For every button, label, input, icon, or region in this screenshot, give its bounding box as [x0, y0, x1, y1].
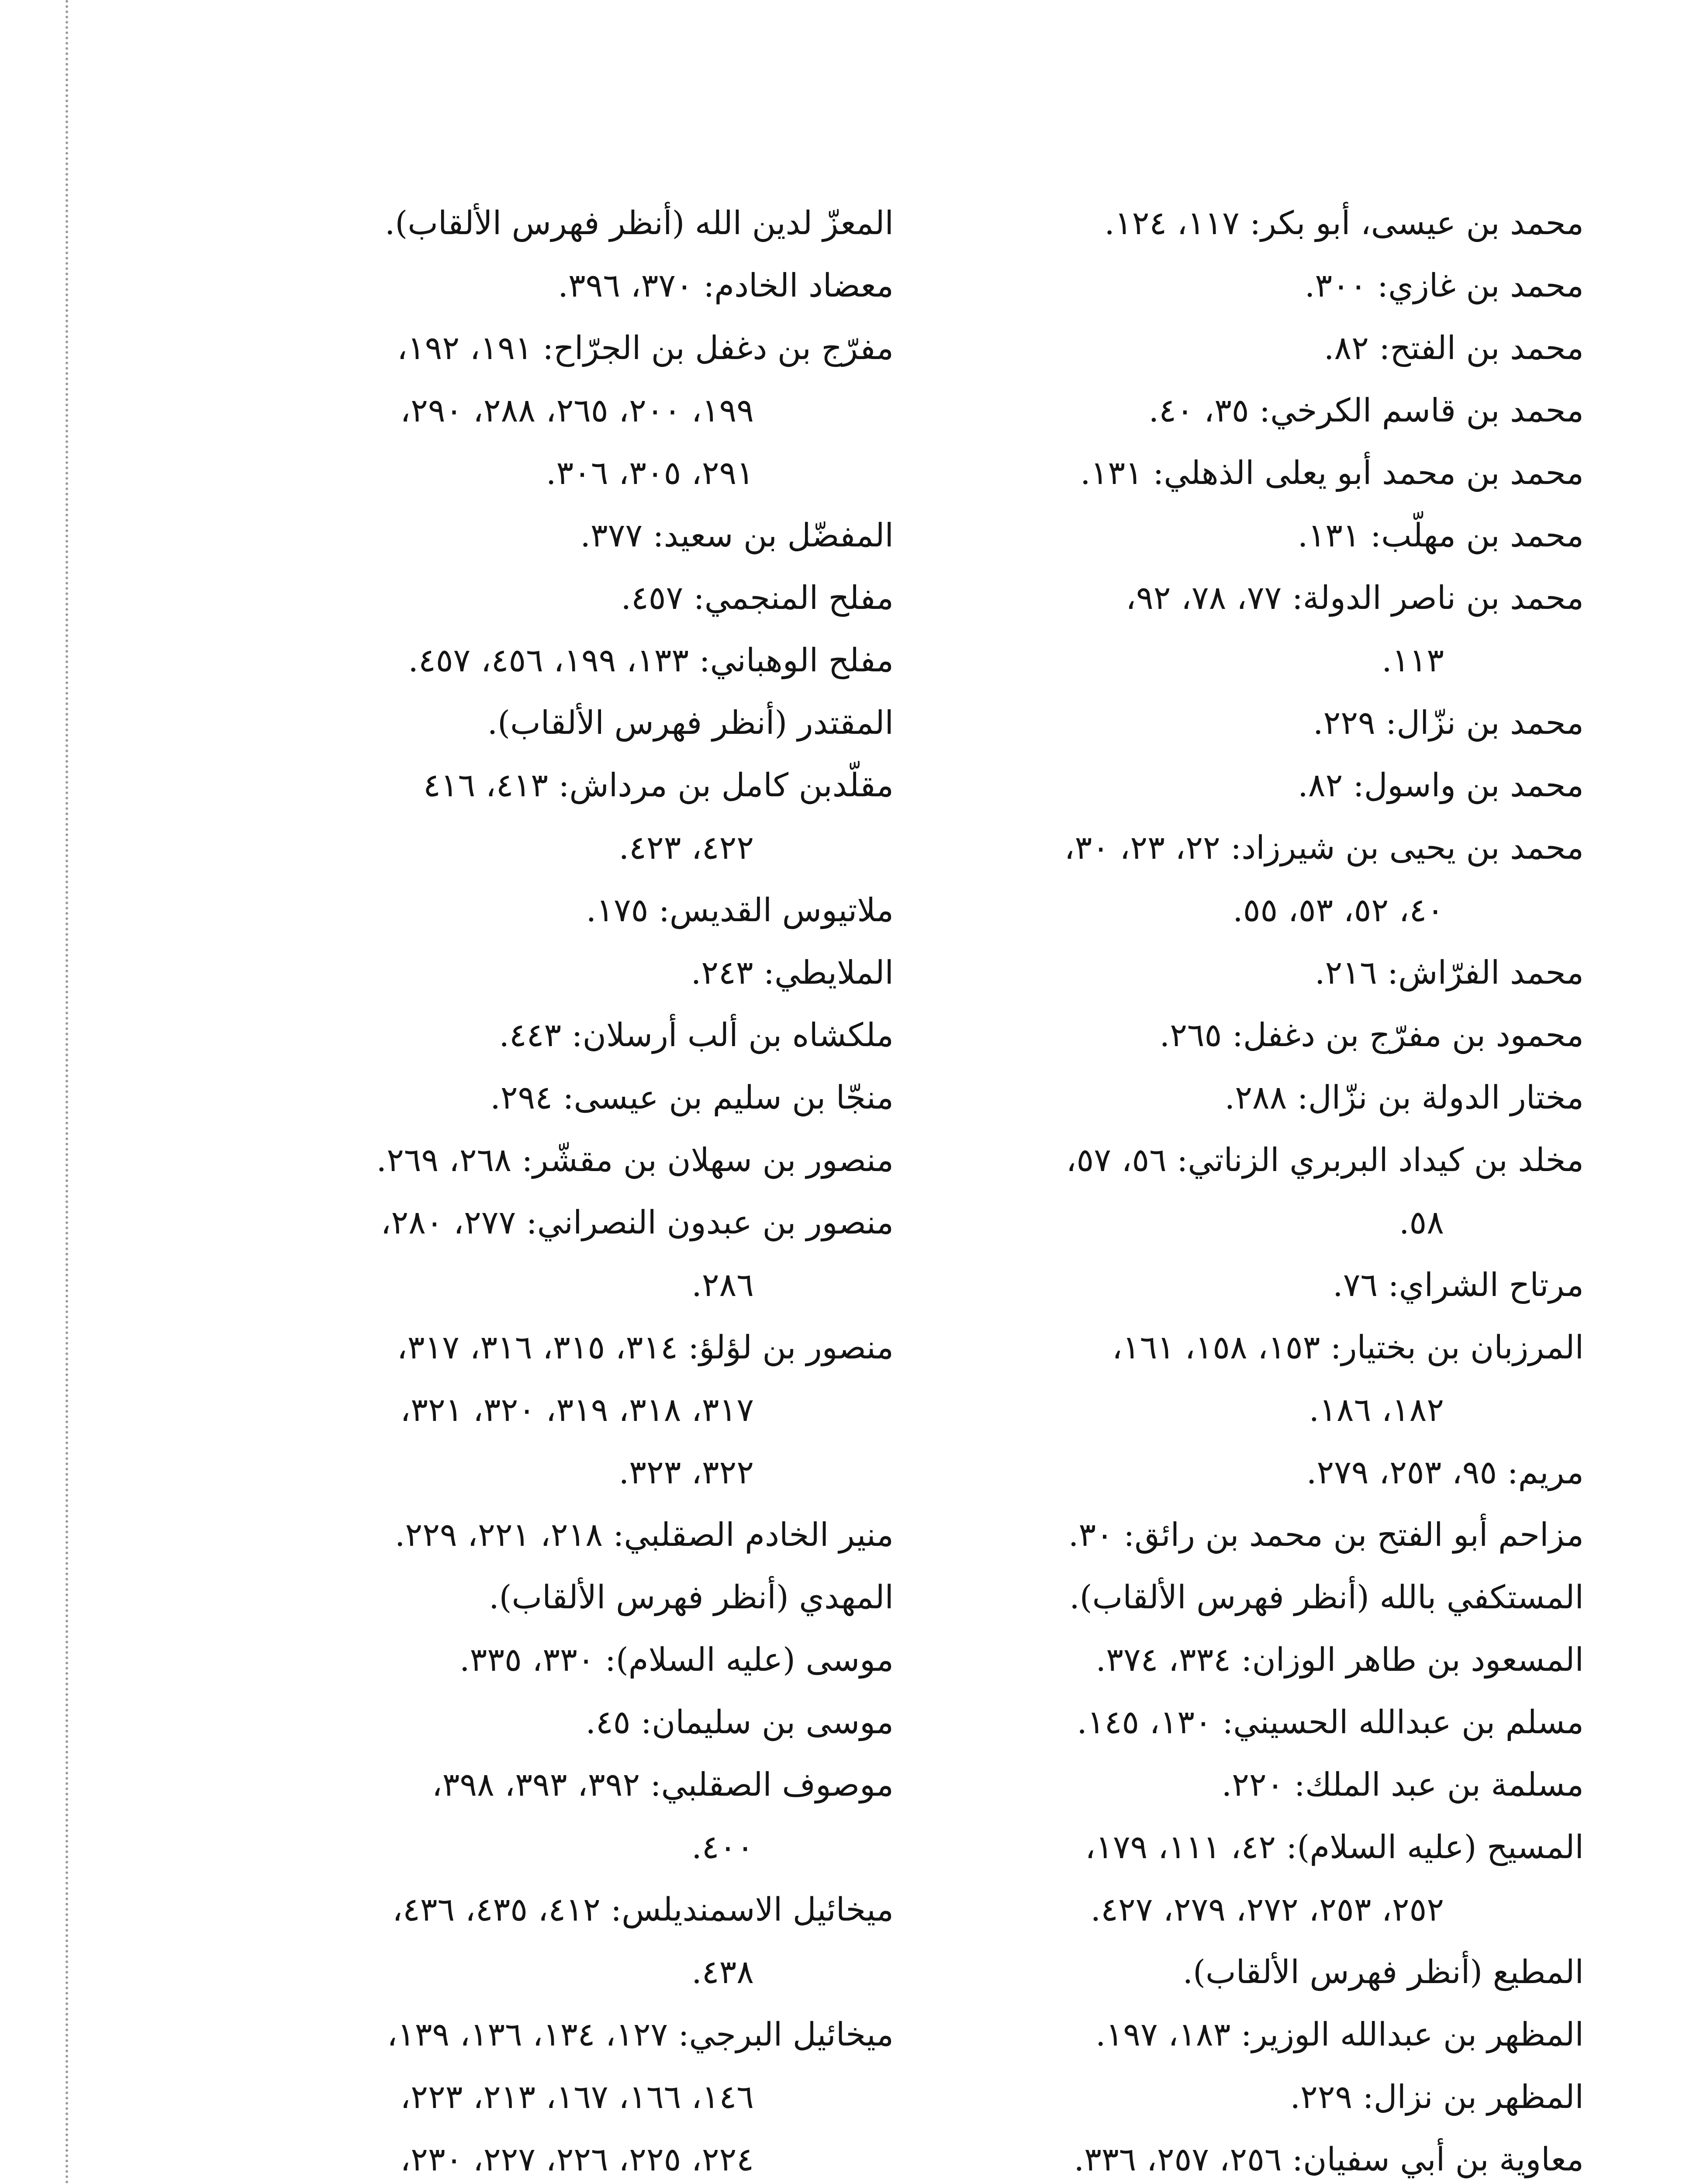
entry-text: المفضّل بن سعيد: ٣٧٧.: [580, 517, 894, 554]
entry-text: معاوية بن أبي سفيان: ٢٥٦، ٢٥٧، ٣٣٦.: [1074, 2141, 1584, 2178]
entry-text: ميخائيل الاسمنديلس: ٤١٢، ٤٣٥، ٤٣٦،: [392, 1891, 894, 1928]
index-column-left: [160, 192, 894, 2184]
index-column-right: [867, 192, 1584, 2184]
entry-text: مفلح المنجمي: ٤٥٧.: [621, 579, 894, 617]
index-entry: [160, 942, 894, 1004]
entry-continuation: ٣٢٢، ٣٢٣.: [618, 1454, 754, 1491]
index-entry: [867, 2066, 1584, 2129]
index-entry: [867, 2129, 1584, 2184]
entry-text: محمد بن محمد أبو يعلى الذهلي: ١٣١.: [1080, 454, 1584, 492]
entry-text: مفرّج بن دغفل بن الجرّاح: ١٩١، ١٩٢،: [397, 329, 894, 367]
index-entry: [867, 1941, 1584, 2004]
entry-text: ميخائيل البرجي: ١٢٧، ١٣٤، ١٣٦، ١٣٩،: [387, 2016, 894, 2053]
entry-text: معضاد الخادم: ٣٧٠، ٣٩٦.: [558, 267, 894, 304]
index-entry: [160, 879, 894, 942]
entry-text: منصور بن لؤلؤ: ٣١٤، ٣١٥، ٣١٦، ٣١٧،: [397, 1329, 894, 1366]
entry-text: المظهر بن نزال: ٢٢٩.: [1290, 2078, 1584, 2116]
index-entry: [867, 1067, 1584, 1129]
entry-text: مقلّدبن كامل بن مرداش: ٤١٣، ٤١٦: [423, 767, 894, 804]
index-entry: [160, 629, 894, 692]
binding-edge-dots: [66, 0, 68, 2184]
index-entry: [867, 1317, 1584, 1441]
index-entry: [160, 567, 894, 629]
entry-text: مسلم بن عبدالله الحسيني: ١٣٠، ١٤٥.: [1077, 1704, 1584, 1741]
index-entry: [867, 1504, 1584, 1566]
entry-text: محمد بن غازي: ٣٠٠.: [1304, 267, 1584, 304]
entry-text: محمد بن الفتح: ٨٢.: [1323, 329, 1584, 367]
index-entry: [867, 1441, 1584, 1504]
index-entry: [867, 942, 1584, 1004]
entry-text: محمد بن عيسى، أبو بكر: ١١٧، ١٢٤.: [1104, 204, 1584, 242]
entry-text: المظهر بن عبدالله الوزير: ١٨٣، ١٩٧.: [1095, 2016, 1584, 2053]
index-entry: [160, 1192, 894, 1317]
entry-text: موسى بن سليمان: ٤٥.: [585, 1704, 894, 1741]
entry-continuation: ١٨٢، ١٨٦.: [1309, 1391, 1444, 1429]
entry-text: مرتاح الشراي: ٧٦.: [1333, 1266, 1584, 1304]
entry-text: المرزبان بن بختيار: ١٥٣، ١٥٨، ١٦١،: [1112, 1329, 1584, 1366]
entry-continuation: ١٤٦، ١٦٦، ١٦٧، ٢١٣، ٢٢٣،: [400, 2078, 754, 2116]
entry-continuation: ٣١٧، ٣١٨، ٣١٩، ٣٢٠، ٣٢١،: [400, 1391, 754, 1429]
index-entry: [867, 1629, 1584, 1691]
entry-text: المهدي (أنظر فهرس الألقاب).: [489, 1579, 894, 1616]
entry-text: محمد بن ناصر الدولة: ٧٧، ٧٨، ٩٢،: [1126, 579, 1584, 617]
index-entry: [160, 505, 894, 567]
index-entry: [867, 1254, 1584, 1317]
index-entry: [160, 1629, 894, 1691]
index-entry: [867, 1129, 1584, 1254]
index-entry: [160, 317, 894, 505]
index-entry: [160, 692, 894, 754]
index-entry: [867, 1816, 1584, 1941]
entry-text: مخلد بن كيداد البربري الزناتي: ٥٦، ٥٧،: [1066, 1141, 1584, 1179]
index-entry: [160, 255, 894, 317]
entry-continuation: ١١٣.: [1382, 642, 1444, 679]
entry-continuation: ٤٢٢، ٤٢٣.: [618, 829, 754, 867]
entry-text: محمد بن مهلّب: ١٣١.: [1297, 517, 1584, 554]
index-entry: [160, 192, 894, 255]
entry-text: المطيع (أنظر فهرس الألقاب).: [1182, 1953, 1584, 1991]
index-entry: [867, 317, 1584, 380]
entry-text: محمد بن قاسم الكرخي: ٣٥، ٤٠.: [1148, 392, 1584, 429]
entry-text: مزاحم أبو الفتح بن محمد بن رائق: ٣٠.: [1068, 1516, 1584, 1554]
index-entry: [867, 817, 1584, 942]
index-entry: [160, 1754, 894, 1879]
entry-text: موسى (عليه السلام): ٣٣٠، ٣٣٥.: [460, 1641, 894, 1679]
index-entry: [160, 1129, 894, 1192]
entry-text: منير الخادم الصقلبي: ٢١٨، ٢٢١، ٢٢٩.: [394, 1516, 894, 1554]
entry-text: المقتدر (أنظر فهرس الألقاب).: [487, 704, 894, 742]
entry-text: محمود بن مفرّج بن دغفل: ٢٦٥.: [1159, 1016, 1584, 1054]
index-entry: [160, 1504, 894, 1566]
entry-text: مسلمة بن عبد الملك: ٢٢٠.: [1221, 1766, 1584, 1804]
entry-text: الملايطي: ٢٤٣.: [691, 954, 894, 992]
entry-text: محمد بن يحيى بن شيرزاد: ٢٢، ٢٣، ٣٠،: [1064, 829, 1584, 867]
entry-continuation: ٤٠٠.: [691, 1828, 754, 1866]
entry-continuation: ٤٠، ٥٢، ٥٣، ٥٥.: [1233, 892, 1444, 929]
index-entry: [867, 1566, 1584, 1629]
index-entry: [160, 1004, 894, 1067]
index-entry: [160, 1067, 894, 1129]
index-entry: [867, 2004, 1584, 2066]
index-entry: [867, 692, 1584, 754]
entry-text: منصور بن سهلان بن مقشّر: ٢٦٨، ٢٦٩.: [376, 1141, 894, 1179]
entry-text: ملاتيوس القديس: ١٧٥.: [586, 892, 894, 929]
entry-text: مريم: ٩٥، ٢٥٣، ٢٧٩.: [1306, 1454, 1584, 1491]
index-entry: [867, 1754, 1584, 1816]
index-entry: [867, 1691, 1584, 1754]
index-entry: [160, 1317, 894, 1504]
entry-text: المعزّ لدين الله (أنظر فهرس الألقاب).: [384, 204, 894, 242]
entry-text: منصور بن عبدون النصراني: ٢٧٧، ٢٨٠،: [380, 1204, 894, 1241]
entry-continuation: ٤٣٨.: [691, 1953, 754, 1991]
entry-text: محمد بن نزّال: ٢٢٩.: [1313, 704, 1584, 742]
index-entry: [160, 754, 894, 879]
entry-text: ملكشاه بن ألب أرسلان: ٤٤٣.: [499, 1016, 894, 1054]
entry-text: مفلح الوهباني: ١٣٣، ١٩٩، ٤٥٦، ٤٥٧.: [408, 642, 894, 679]
entry-text: محمد بن واسول: ٨٢.: [1298, 767, 1584, 804]
entry-continuation: ٢٩١، ٣٠٥، ٣٠٦.: [546, 454, 754, 492]
entry-text: المسعود بن طاهر الوزان: ٣٣٤، ٣٧٤.: [1095, 1641, 1584, 1679]
index-entry: [867, 505, 1584, 567]
index-entry: [160, 1566, 894, 1629]
index-entry: [867, 1004, 1584, 1067]
entry-text: مختار الدولة بن نزّال: ٢٨٨.: [1224, 1079, 1584, 1116]
index-entry: [160, 1691, 894, 1754]
index-entry: [867, 442, 1584, 505]
index-entry: [160, 1879, 894, 2004]
index-entry: [867, 255, 1584, 317]
entry-text: المستكفي بالله (أنظر فهرس الألقاب).: [1069, 1579, 1584, 1616]
index-entry: [867, 380, 1584, 442]
entry-continuation: ١٩٩، ٢٠٠، ٢٦٥، ٢٨٨، ٢٩٠،: [400, 392, 754, 429]
index-entry: [160, 2004, 894, 2184]
index-entry: [867, 567, 1584, 692]
entry-continuation: ٢٥٢، ٢٥٣، ٢٧٢، ٢٧٩، ٤٢٧.: [1090, 1891, 1444, 1928]
entry-text: المسيح (عليه السلام): ٤٢، ١١١، ١٧٩،: [1085, 1828, 1584, 1866]
index-entry: [867, 754, 1584, 817]
entry-continuation: ٥٨.: [1399, 1204, 1444, 1241]
index-entry: [867, 192, 1584, 255]
entry-text: محمد الفرّاش: ٢١٦.: [1314, 954, 1584, 992]
entry-text: موصوف الصقلبي: ٣٩٢، ٣٩٣، ٣٩٨،: [432, 1766, 894, 1804]
entry-text: منجّا بن سليم بن عيسى: ٢٩٤.: [490, 1079, 894, 1116]
entry-continuation: ٢٢٤، ٢٢٥، ٢٢٦، ٢٢٧، ٢٣٠،: [400, 2141, 754, 2178]
entry-continuation: ٢٨٦.: [691, 1266, 754, 1304]
